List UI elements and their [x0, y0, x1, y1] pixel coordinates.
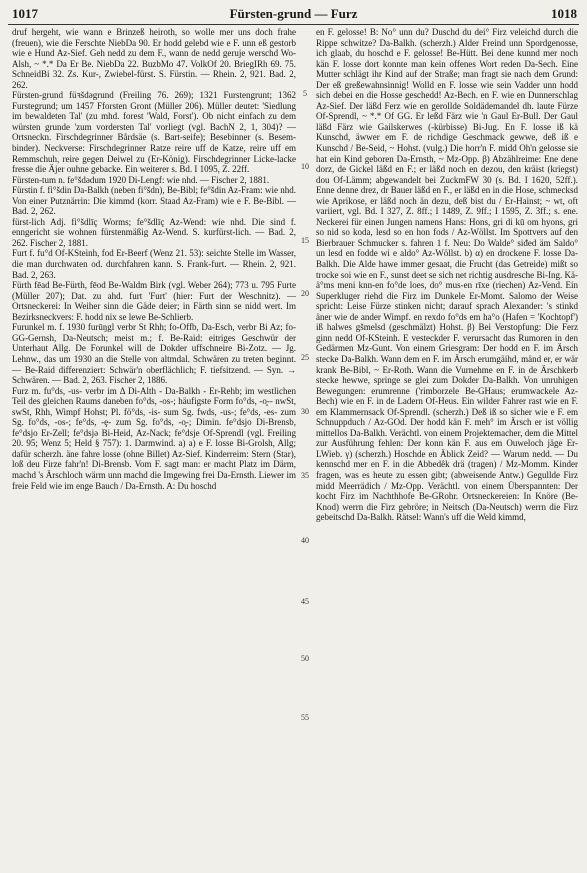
- left-text-column: [12, 27, 296, 867]
- line-number: 35: [301, 471, 309, 480]
- right-column-number: 1018: [551, 6, 577, 21]
- entry-furt: Furt f. fu°d Of-KSteinh, fod Er-Beerf (Wenz 21. 53): seichte Stelle im Wasser, die man durchwaten od. durchfahren kann. S. Frank-furt. — Rhein. 2, 921. Bad. 2, 263.: [12, 248, 296, 280]
- line-number: 55: [301, 713, 309, 722]
- entry-furunkel: Furunkel m. f. 1930 furūŋgl verbr St Rhh; fo-Offb, Da-Esch, verbr Bi Az; fo- GG-Gernsh, Da-Neutsch; meist m.; f. Be-Raid: eitriges Geschwür der Unterhaut Allg. De Forunkel will de Dokder uffschneire Bi-Zotz. — Jg. Lehnw., das um 1930 an die Stelle von altmdal. Schwären zu treten beginnt. — Be-Raid differenziert: Schwär'n oberflächlich; F. tiefsitzend. — Syn. → Schwären. — Bad. 2, 263. Fischer 2, 1886.: [12, 322, 296, 386]
- line-number: 5: [303, 89, 307, 98]
- entry-furz: Furz m. fu°ds, -us- verbr im Δ Di-Alth - Da-Balkh - Er-Rehb; im westlichen Teil des gleichen Raums daneben fo°ds, -os-; häufigste Form fo°ds, -o̧-- nwSt, swSt, Rhh, Wimpf Hohst; Pl. fö°ds, -is- sum Sg. fwds, -us-; fe°ds, -es- zum Sg. fo°ds, -os-; fe°ds, -ȩ- zum Sg. fo°ds, -o̧-; Dimin. fe°dsjo Di-Brensb, fe°dsjo Er-Zell; fe°dsjə Bi-Heid, Az-Nack; fe°dsje Of-Sprendl (vgl. Freiling 20. 95; Wenz 5; Held § 757): 1. Darmwind. a) a) e F. losse Bi-Grolsh, Allg; dafür scherzh. äne fahre losse (ohne Billet) Az-Sief. Kinderreim: Stern (Star), loß deu Firze fahr'n! Di-Brensb. Vom F. sagt man: er macht Platz im Därm, machd 's Ärschloch wärm unn machd die Imgewing frei Da-Ernsth. Liewer im freie Feld wie im enge Bauch / Da-Ernsth. A: Du hoschd: [12, 385, 296, 491]
- line-number: 40: [301, 536, 309, 545]
- line-number-gutter: [296, 27, 314, 867]
- entry-fuerst-continued: druf hergeht, wie wann e Brinzeß heiroth, so wolle mer uns doch frahe (freuen), wie die Ferschte NiebDa 90. Er hodd gelebd wie e F. unn eß gestorb wie e Hund Az-Sief. Geh nedd zu dem F., wann de nedd geruje werschd Wo-Alsh, ~ *.* Da Er Be. NiebDa 22. BuzbMo 47. VolkOf 20. BriegIRh 69. 75. SchneidBi 32. Zs. Kur-, Zwiebel-fürst. S. Fürstin. — Rhein. 2, 921. Bad. 2, 262.: [12, 27, 296, 90]
- entry-fuersten-grund: Fürsten-grund füꝛšdəgrund (Freiling 76. 269); 1321 Furstengrunt; 1362 Furstegrund; um 1457 Fforsten Gront (Müller 206). Müller deutet: 'Siedlung im bewaldeten Tal' (zu mhd. forest 'Wald, Forst'). Ob nicht einfach zu dem würsten grunde 'zum vordersten Tal' vorliegt (vgl. BachN 2, 1, 304)? — Ortsneckn. Firschdegrinner Bårdsäe (s. Bart-seife); Besebinner (s. Besem-binder). Neckverse: Firschdegrinner Ratze reire uff de Katze, reire uff em Remmschuh, reire gegen Deiwel zu (Er-König). Firschdegrinner Licke-lacke fresse die Äjer ouhne gebacke. Ein weiterer s. Bd. I 1095, Z. 22ff.: [12, 90, 296, 175]
- page-title: Fürsten-grund — Furz: [229, 6, 358, 21]
- line-number: 25: [301, 353, 309, 362]
- left-column-number: 1017: [12, 6, 38, 21]
- line-number: 10: [301, 162, 309, 171]
- header-rule: [8, 24, 579, 25]
- line-number: 15: [301, 236, 309, 245]
- line-number: 45: [301, 597, 309, 606]
- entry-furz-continued: en F. gelosse! B: No° unn du? Duschd du dei° Firz veleichd durch die Rippe schwitze? Da-Balkh. (scherzh.) Alder Freind unn Spordgenosse, ich glaab, du hoschd e F. gelosse! Be-Hütt. Bei dene kunnd mer noch kän F. losse dort konnte man kein offenes Wort reden Da-Sech. Eine Mutter schlägt ihr Kind auf der Straße; man fragt sie nach dem Grund: Der eß greßewahnsinnig! Wolld en F. losse wie sein Vadder unn hodd sich debei en die Hosse geschedd! Az-Bech. en F. wie en Dunnerschlag Az-Sief. Der läßd Ferz wie en gerollde Soldädemandel dh. laute Fürze Of-Sprendl, ~ *.* Of GG. Er leßd Färz wie 'n Gaul Er-Bull. Der Gaul läßd Färz wie Gailskerwes (-kürbisse) Bi-Jug. En F. losse iß kä Kunschd, äwwer em F. de richdige Geschmack gewwe, deß iß e Kunschd / Be-Seid, ~ Hohst. (vulg.) Die horr'n F. midd Oh'n gelosse sie hat ein Kind geboren Da-Ernsth, ~ Mz-Opp. β) Abzählreime: Ene dene dorz, de Gickel läßd en F.; er läßd noch en dezou, den kräist (kriegst) dou Of-Lämm; abgewandelt bei ZuckmFW 30 (s. Bd. I 1620, 52ff.). Enne denne drez, dr Bauer läßd en F., er läßd en in die Hose, schmecksd wie Aprikose, er läßd noch än dezu, deß bist du / Er-Hainst; ~ wt, oft variiert, vgl. Bd. I 327, Z. 8ff.; I 1489, Z. 9ff.; I 1595, Z. 3ff.; s. ene. Neckerei für einen Jungen namens Hans: Hons, gri di kū om hyons, gri so nid so koda, lesd so en hon fods / Az-Wöllst. Im Spottvers auf den Bierbrauer Schmucker s. fahren 1 f. Neu: Do Walde° siđed äm Saldo° un lesd en fodde wi e aldo° Az-Wöllst. b) α) en drockene F. losse Da-Balkh. Die Alde hawe immer gesaat, die Frucht (das Getreide) mißt so trocke soi wie en F., sunst deet se sich net richtig ausdresche Bi-Ing. Kä-ä°ms meni knn-en fo°de loes, do° mus-en rīxe (riechen) Az-Vend. Ein Superkluger riehd die Firz im Dunkele Er-Momt. Salomo der Weise spricht: Leise Fürze stinken nicht; darauf sprach Alexander: 's stinkd äner wie de ander Wimpf. en rexdo fo°ds em ha°o (Hafen = 'Kochtopf') iß halwes gšmelsd (geschmälzt) Hohst. β) Bei Verstopfung: Die Ferz ginn nedd Of-KSteinh. E vesteckder F. verursacht das Rumoren in den Gedärmen Mz-Gunt. Von einem Griesgram: Der hodd en F. im Ärsch stecke Da-Balkh. Wann dem en F. im Ärsch erumgäihd, mänd er, er wär krank Be-Bibl, ~ Er-Roth. Wann die Vurnehme en F. in de Ärschkerb stecke hewwe, springe se glei zum Dokder Da-Balkh. Von unruhigen Bewegungen: erumrenne ('rimborzele Be-GHaus; erumwackele Az-Bech) wie en F. in de Ladern Of-Heus. Ein wilder Fahrer rast wie en F. em Klammernsack Of-Sprendl. (scherzh.) Deß iß so sicher wie e F. em Schnuppduch / Az-GOd. Der hodd kän F. meh° im Ärsch er ist völlig mittellos Da-Balkh. Verächtl. von einem Projektemacher, dem die Mittel zur Ausführung fehlen: Der konn kän F. aus em Ouweloch jäge Er-LWieb. γ) (scherzh.) Hoschde en Äblick Zeid? — Warum nedd. — Du kennschd mer en F. in die Abbedêk drä (tragen) / Mz-Momm. Kinder fragen, was es heute zu essen gibt; (abweisende Antw.) Gegullde Firz midd Meerrädich / Mz-Opp. Verächtl. von einem Überspannten: Der kocht Firz im Nachthhofe Be-GRohr. Ortsneckereien: In Knöre (Be-Knod) werrn die Firz gebröre; in Neitsch (Da-Neutsch) werrn die Firz gebeitschd Da-Balkh. Rätsel: Wann's uff die Weld kimmd,: [316, 27, 578, 523]
- line-number: 20: [301, 289, 309, 298]
- entry-fuerstin: Fürstin f. fi°šdin Da-Balkh (neben fi°šdn), Be-Bibl; fe°šdin Az-Fram: wie nhd. Von einer Putznärrin: Die kimmd (korr. Staad Az-Fram) wie e F. Be-Bibl. — Bad. 2, 262.: [12, 185, 296, 217]
- page-header: [8, 4, 579, 24]
- entry-fuerst-lich: fürst-lich Adj. fi°šdlīç Worms; fe°šdlīç Az-Wend: wie nhd. Die sind f. enngericht sie wohnen fürstenmäßig Az-Wend. S. kurfürst-lich. — Bad. 2, 262. Fischer 2, 1881.: [12, 216, 296, 248]
- line-number: 30: [301, 407, 309, 416]
- entry-fuerth: Fürth fēad Be-Fürth, fēod Be-Waldm Birk (vgl. Weber 264); 773 u. 795 Furte (Müller 207); Dat. zu ahd. furt 'Furt' (hier: Furt der Weschnitz). — Ortsneckerei: In Weiher sinn die Gäde deier; in Färth sinn se nidd wert. Im Bezirksneckvers: F. hodd nix se lewe Be-Schlierb.: [12, 280, 296, 322]
- line-number: 50: [301, 654, 309, 663]
- entry-fuersten-tum: Fürsten-tum n. fe°šdədum 1920 Di-Lengf: wie nhd. — Fischer 2, 1881.: [12, 174, 270, 185]
- right-text-column: [316, 27, 578, 867]
